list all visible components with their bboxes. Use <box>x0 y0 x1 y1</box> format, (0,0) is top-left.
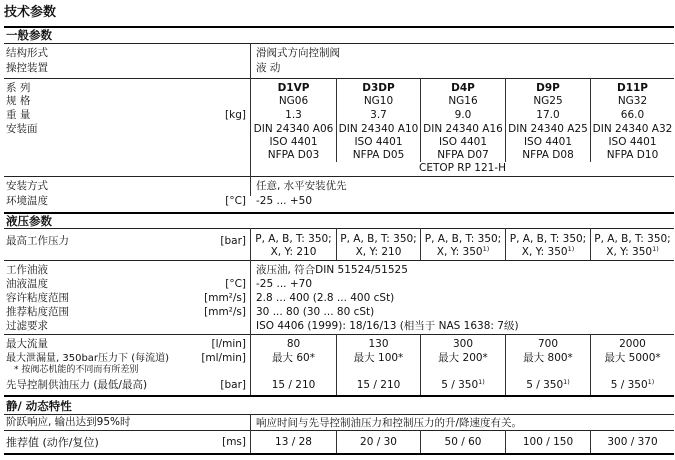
rec-cell: 50 / 60 <box>444 436 482 448</box>
rec-cell: 100 / 150 <box>522 436 574 448</box>
max-flow-cell: 80 <box>286 338 301 350</box>
mount-cell: ISO 4401 <box>608 136 657 148</box>
bottom-rule <box>4 453 674 455</box>
size-cell: NG25 <box>533 95 563 107</box>
section-rule <box>4 395 674 397</box>
mount-cell: NFPA D07 <box>437 149 489 161</box>
rec-cell: 300 / 370 <box>607 436 658 448</box>
pilot-cell: 15 / 210 <box>356 379 401 391</box>
visc-rec-label: 推荐粘度范围 <box>6 306 69 318</box>
construction-label: 结构形式 <box>6 47 48 59</box>
leakage-cell: 最大 200* <box>438 352 488 364</box>
pilot-cell: 5 / 350$^{1)}$ <box>526 378 570 391</box>
leakage-cell: 最大 100* <box>353 352 404 364</box>
rec-label: 推荐值 (动作/复位) <box>6 436 99 449</box>
section-rule <box>4 212 674 214</box>
actuation-label: 操控装置 <box>6 62 48 74</box>
series-cell: D1VP <box>277 82 310 94</box>
size-cell: NG16 <box>448 95 478 107</box>
leakage-cell: 最大 60* <box>272 352 315 364</box>
mount-cell: NFPA D10 <box>606 149 659 161</box>
step-value: 响应时间与先导控制油压力和控制压力的升/降速度有关。 <box>256 417 523 429</box>
mount-cell: DIN 24340 A16 <box>423 123 503 135</box>
visc-rec-unit: [mm²/s] <box>204 306 246 318</box>
fluid-label: 工作油液 <box>6 264 48 276</box>
rule <box>4 228 674 229</box>
mount-cell: ISO 4401 <box>523 136 573 148</box>
rule <box>4 78 674 79</box>
leakage-note: * 按阀芯机能的不同而有所差别 <box>14 365 139 375</box>
size-cell: NG10 <box>363 95 394 107</box>
mount-cell: NFPA D08 <box>522 149 574 161</box>
fluid-temp-label: 油液温度 <box>6 278 48 290</box>
visc-allowed-unit: [mm²/s] <box>204 292 246 304</box>
max-pressure-unit: [bar] <box>220 235 246 247</box>
mounting-face-label: 安装面 <box>6 123 38 135</box>
mount-cell: ISO 4401 <box>354 136 403 148</box>
pilot-cell: 15 / 210 <box>271 379 316 391</box>
pressure-cell: X, Y: 350$^{1)}$ <box>606 245 659 258</box>
pressure-cell: P, A, B, T: 350; <box>509 233 587 245</box>
rule <box>4 430 674 431</box>
series-cell: D4P <box>451 82 475 94</box>
rule <box>4 334 674 335</box>
leakage-unit: [ml/min] <box>201 352 246 364</box>
weight-unit: [kg] <box>225 109 246 121</box>
mount-cell: DIN 24340 A06 <box>253 123 334 135</box>
pressure-cell: X, Y: 210 <box>270 246 317 258</box>
weight-cell: 3.7 <box>370 109 387 121</box>
max-flow-cell: 2000 <box>619 338 646 350</box>
install-value: 任意, 水平安装优先 <box>256 180 347 192</box>
weight-cell: 17.0 <box>536 109 560 121</box>
mount-cell: DIN 24340 A25 <box>508 123 588 135</box>
page-title: 技术参数 <box>4 5 57 20</box>
leakage-cell: 最大 5000* <box>604 352 661 364</box>
rec-cell: 13 / 28 <box>275 436 312 448</box>
max-pressure-label: 最高工作压力 <box>6 235 69 247</box>
filtration-label: 过滤要求 <box>6 320 48 332</box>
max-flow-cell: 300 <box>452 338 474 350</box>
weight-cell: 66.0 <box>620 109 645 121</box>
ambient-value: -25 ... +50 <box>256 195 312 207</box>
weight-label: 重 量 <box>6 109 31 121</box>
rule <box>4 43 674 44</box>
rec-cell: 20 / 30 <box>360 436 397 448</box>
section-heading-hydraulic: 液压参数 <box>6 214 52 228</box>
series-label: 系 列 <box>6 82 31 94</box>
weight-cell: 9.0 <box>454 109 472 121</box>
pilot-label: 先导控制供油压力 (最低/最高) <box>6 379 148 391</box>
pressure-cell: P, A, B, T: 350; <box>424 233 502 245</box>
pilot-cell: 5 / 350$^{1)}$ <box>441 378 485 391</box>
fluid-temp-value: -25 ... +70 <box>256 278 312 290</box>
ambient-unit: [°C] <box>225 195 246 207</box>
max-flow-unit: [l/min] <box>211 338 246 350</box>
pressure-cell: X, Y: 210 <box>355 246 402 258</box>
cetop-note: CETOP RP 121-H <box>418 162 506 174</box>
mount-cell: NFPA D03 <box>267 149 320 161</box>
pilot-cell: 5 / 350$^{1)}$ <box>610 378 655 391</box>
pilot-unit: [bar] <box>220 379 246 391</box>
mount-cell: DIN 24340 A32 <box>592 123 673 135</box>
visc-rec-value: 30 ... 80 (30 ... 80 cSt) <box>256 306 375 318</box>
mount-cell: ISO 4401 <box>438 136 488 148</box>
top-rule <box>4 26 674 28</box>
construction-value: 滑阀式方向控制阀 <box>256 47 340 59</box>
fluid-value: 液压油, 符合DIN 51524/51525 <box>256 264 408 276</box>
pressure-cell: X, Y: 350$^{1)}$ <box>521 245 575 258</box>
series-cell: D3DP <box>362 82 395 94</box>
rule <box>4 260 674 261</box>
pressure-cell: X, Y: 350$^{1)}$ <box>436 245 490 258</box>
fluid-temp-unit: [°C] <box>225 278 246 290</box>
filtration-value: ISO 4406 (1999): 18/16/13 (相当于 NAS 1638: 7级) <box>256 320 519 332</box>
max-flow-label: 最大流量 <box>6 338 48 350</box>
size-cell: NG06 <box>278 95 309 107</box>
mount-cell: ISO 4401 <box>269 136 318 148</box>
weight-cell: 1.3 <box>285 109 302 121</box>
step-label: 阶跃响应, 输出达到95%时 <box>6 416 131 428</box>
leakage-cell: 最大 800* <box>523 352 573 364</box>
max-flow-cell: 700 <box>537 338 559 350</box>
rule <box>4 414 674 415</box>
pressure-cell: P, A, B, T: 350; <box>340 233 417 245</box>
rec-unit: [ms] <box>222 436 246 448</box>
max-flow-cell: 130 <box>368 338 389 350</box>
section-heading-dynamic: 静/ 动态特性 <box>6 399 72 413</box>
leakage-label: 最大泄漏量, 350bar压力下 (每流道) <box>6 353 170 364</box>
mount-cell: NFPA D05 <box>352 149 405 161</box>
rule <box>4 176 674 177</box>
size-label: 规 格 <box>6 95 31 107</box>
series-cell: D11P <box>616 82 649 94</box>
size-cell: NG32 <box>617 95 648 107</box>
series-cell: D9P <box>536 82 560 94</box>
visc-allowed-value: 2.8 ... 400 (2.8 ... 400 cSt) <box>256 292 395 304</box>
pressure-cell: P, A, B, T: 350; <box>255 233 332 245</box>
mount-cell: DIN 24340 A10 <box>338 123 419 135</box>
install-label: 安装方式 <box>6 180 48 192</box>
visc-allowed-label: 容许粘度范围 <box>6 292 69 304</box>
section-heading-general: 一般参数 <box>6 28 52 42</box>
actuation-value: 液 动 <box>256 62 281 74</box>
ambient-label: 环境温度 <box>6 195 48 207</box>
pressure-cell: P, A, B, T: 350; <box>594 233 671 245</box>
